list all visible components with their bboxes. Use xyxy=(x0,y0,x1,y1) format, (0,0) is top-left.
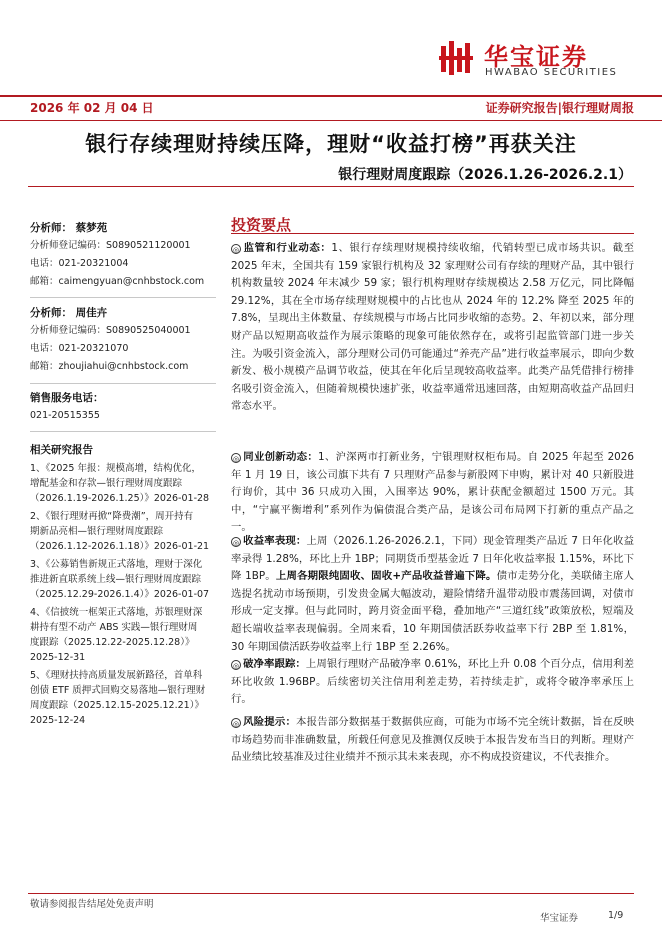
analyst-block-2 xyxy=(30,307,220,373)
paragraph-text: 债市走势分化，美联储主席人选提名扰动市场预期，引发贵金属大幅波动，避险情绪升温带动股市震荡回调，对债市形成一定支撑。但与此同时，跨月资金面平稳，叠加地产“三道红线”政策放松，短端及超长端收益率表现偏弱。全周来看，10 年期国债活跃券收益率下行 2BP 至 1.81%，30 年期国债活跃券收益率上行 1BP 至 2.26%。 xyxy=(231,570,635,653)
hwabao-logo-icon xyxy=(437,38,477,78)
paragraph-text: 上周（2026.1.26-2026.2.1，下同）现金管理类产品近 7 日年化收益率录得 1.28%，环比上升 1BP；同期货币型基金近 7 日年化收益率报 1.15%，环比下降 1BP。 xyxy=(231,535,634,583)
analyst-phone: 电话：021-20321004 xyxy=(30,258,129,269)
paragraph-regulation xyxy=(231,240,634,416)
analyst-email: 邮箱：caimengyuan@cnhbstock.com xyxy=(30,276,205,287)
divider xyxy=(30,297,216,298)
paragraph-innovation xyxy=(231,449,634,537)
analyst-reg-code: 分析师登记编码：S0890525040001 xyxy=(30,325,191,336)
related-reports-heading: 相关研究报告 xyxy=(30,444,93,456)
footer-company: 华宝证券 xyxy=(540,913,579,924)
paragraph-text: 1、沪深两市打新业务，宁银理财权柜布局。自 2025 年起至 2026 年 1 月 19 日，该公司旗下共有 7 只理财产品参与新股网下申购，累计对 40 只新股进行询价，其中 36 只成功入围，入围率达 90%，累计获配金额超过 1500 万元。其中，“宁赢平衡增利”系列作为偏债混合类产品，是该公司布局网下打新的重点产品之一。 xyxy=(231,451,635,534)
paragraph-risk xyxy=(231,714,634,767)
paragraph-text: 1、银行存续理财规模持续收缩，代销转型已成市场共识。截至 2025 年末，全国共有 159 家银行机构及 32 家理财公司有存续的理财产品，其中银行机构数量较 2024 年末减少 59 家；银行机构理财存续规模达 2.58 万亿元，同比降幅 29.12%，其在全市场存续理财规模中的占比也从 2024 年的 12.2% 降至 2025 年的 7.8%，呈现出主体数量、存续规模与市场占比同步收缩的态势。2、年初以来，部分理财产品以短期高收益作为展示策略的现象可能依然存在，或将引起监管部门进一步关注。为吸引资金流入，部分理财公司仍可能通过“养壳产品”进行收益率展示，即向少数新发、极小规模产品调节收益，使其在年化后呈现较高收益率。此类产品凭借排行榜排名吸引资金流入，但随着规模快速扩张，收益率通常迅速回落，由短期高收益产品回归常态水平。 xyxy=(231,242,635,413)
title-divider xyxy=(28,186,634,187)
analyst-name: 分析师： 周佳卉 xyxy=(30,307,108,319)
logo-chinese-name: 华宝证券 xyxy=(484,43,588,71)
paragraph-lead: 破净率跟踪： xyxy=(243,658,306,670)
paragraph-lead: 同业创新动态： xyxy=(243,451,318,463)
analyst-phone: 电话：021-20321070 xyxy=(30,343,129,354)
report-date: 2026 年 02 月 04 日 xyxy=(30,101,154,115)
paragraph-lead: 风险提示： xyxy=(243,716,297,728)
sales-heading: 销售服务电话： xyxy=(30,392,104,404)
bullet-mark-icon: ◎ xyxy=(232,539,240,547)
analyst-block-1 xyxy=(30,222,220,288)
page-subtitle: 银行理财周度跟踪（2026.1.26-2026.2.1） xyxy=(338,167,632,183)
report-category: 证券研究报告|银行理财周报 xyxy=(485,101,634,115)
paragraph-breakeven xyxy=(231,656,634,709)
paragraph-text: 本报告部分数据基于数据供应商，可能为市场不完全统计数据，旨在反映市场趋势而非准确数量，所载任何意见及推测仅反映于本报告发布当日的判断。理财产品业绩比较基准及过往业绩并不预示其未来表现，亦不构成投资建议，不代表推介。 xyxy=(231,716,634,764)
paragraph-highlight: 上周各期限纯固收、固收+产品收益普遍下降。 xyxy=(275,570,497,583)
paragraph-text: 上周银行理财产品破净率 0.61%，环比上升 0.08 个百分点，信用利差环比收敛 1.96BP。后续密切关注信用利差走势，若持续走扩，或将令破净率承压上行。 xyxy=(231,658,634,706)
sales-phone: 021-20515355 xyxy=(30,410,100,421)
list-item[interactable]: 5、《理财扶持高质量发展新路径，首单科 创债 ETF 质押式回购交易落地—银行理财 周度跟踪（2025.12.15-2025.12.21）》 2025-12-24 xyxy=(30,670,206,726)
section-divider xyxy=(231,233,634,234)
bullet-mark-icon: ◎ xyxy=(232,662,240,670)
divider xyxy=(30,383,216,384)
bullet-mark-icon: ◎ xyxy=(232,246,240,254)
logo-english-name: HWABAO SECURITIES xyxy=(485,67,618,78)
sales-block xyxy=(30,392,220,422)
analyst-email: 邮箱：zhoujiahui@cnhbstock.com xyxy=(30,361,189,372)
bullet-mark-icon: ◎ xyxy=(232,455,240,463)
list-item[interactable]: 4、《信披统一框架正式落地，苏银理财深 耕持有型不动产 ABS 实践—银行理财周 度跟踪（2025.12.22-2025.12.28）》 2025-12-31 xyxy=(30,607,203,663)
list-item[interactable]: 1、《2025 年报：规模高增，结构优化， 增配基金和存款—银行理财周度跟踪 （2026.1.19-2026.1.25）》2026-01-28 xyxy=(30,463,210,504)
footer-disclaimer: 敬请参阅报告结尾处免责声明 xyxy=(30,899,154,910)
paragraph-yield xyxy=(231,533,634,656)
bullet-mark-icon: ◎ xyxy=(232,720,240,728)
list-item[interactable]: 3、《公募销售新规正式落地，理财于深化 推进新直联系统上线—银行理财周度跟踪 （2025.12.29-2026.1.4）》2026-01-07 xyxy=(30,559,210,600)
analyst-reg-code: 分析师登记编码：S0890521120001 xyxy=(30,240,191,251)
divider xyxy=(30,431,216,432)
footer-divider xyxy=(28,893,634,894)
page-number: 1/9 xyxy=(608,910,624,921)
list-item[interactable]: 2、《银行理财再掀“降费潮”，周开持有 期新品亮相—银行理财周度跟踪 （2026.1.12-2026.1.18）》2026-01-21 xyxy=(30,511,210,552)
paragraph-lead: 监管和行业动态： xyxy=(243,242,332,254)
analyst-name: 分析师： 蔡梦苑 xyxy=(30,222,108,234)
investment-highlights-heading: 投资要点 xyxy=(231,216,292,234)
related-reports xyxy=(30,444,220,728)
page-title: 银行存续理财持续压降，理财“收益打榜”再获关注 xyxy=(85,132,577,156)
paragraph-lead: 收益率表现： xyxy=(243,535,307,547)
